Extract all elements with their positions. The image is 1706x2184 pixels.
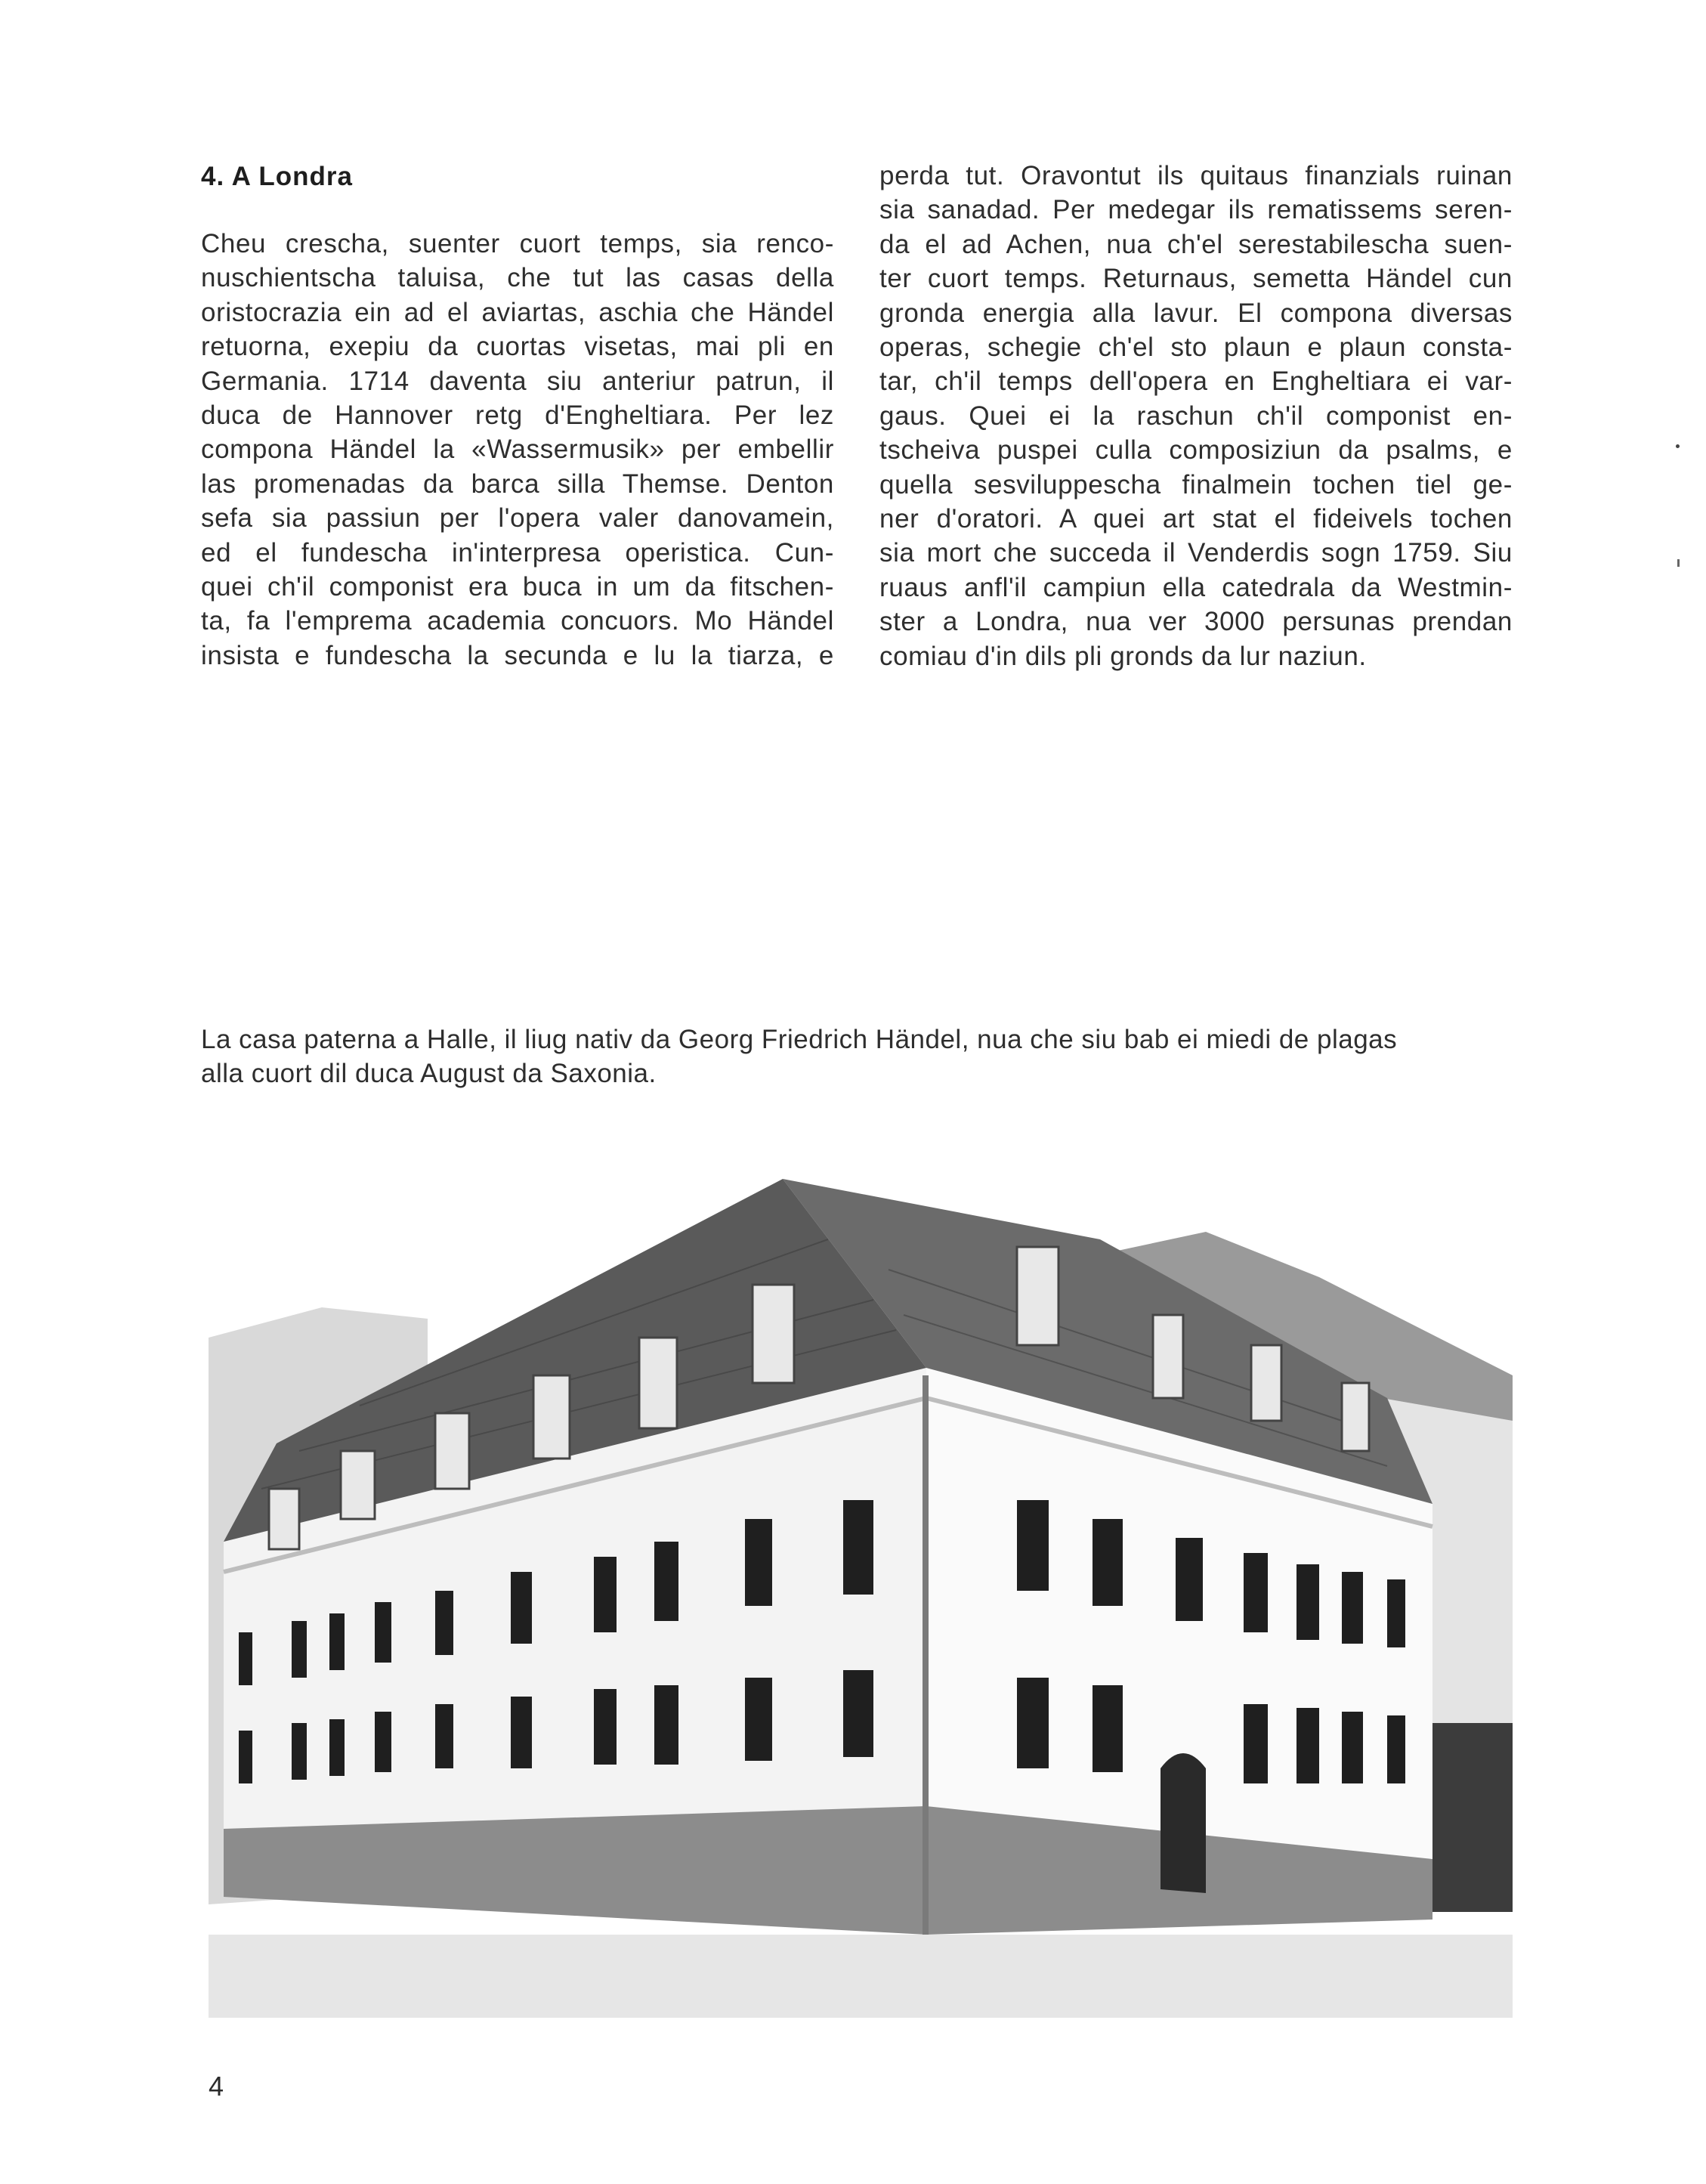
text-line: ruaus anfl'il campiun ella catedrala da Westmin- — [879, 572, 1513, 602]
section-heading: 4. A Londra — [201, 162, 353, 191]
text-line: quei ch'il componist era buca in um da fitschen- — [201, 572, 834, 602]
text-line: ta, fa l'emprema academia concuors. Mo Händel — [201, 606, 834, 636]
text-line: nuschientscha taluisa, che tut las casas della — [201, 263, 834, 293]
text-line: oristocrazia ein ad el aviartas, aschia che Händel — [201, 297, 834, 327]
text-line: tscheiva puspei culla composiziun da psalms, e — [879, 435, 1513, 466]
text-line: las promenadas da barca silla Themse. Denton — [201, 469, 834, 499]
text-line: sefa sia passiun per l'opera valer danovamein, — [201, 503, 834, 534]
text-line: ster a Londra, nua ver 3000 persunas prendan — [879, 607, 1513, 637]
text-line: ed el fundescha in'interpresa operistica. Cun- — [201, 537, 834, 568]
text-line: perda tut. Oravontut ils quitaus finanzials ruinan — [879, 161, 1513, 190]
text-line: compona Händel la «Wassermusik» per embellir — [201, 435, 834, 465]
right-text-column — [879, 159, 1513, 673]
text-line: quella sesviluppescha finalmein tochen tiel ge- — [879, 469, 1513, 500]
scan-speck — [1677, 559, 1680, 567]
text-line: comiau d'in dils pli gronds da lur naziun. — [879, 641, 1367, 671]
text-line: Germania. 1714 daventa siu anteriur patrun, il — [201, 366, 834, 396]
text-line: sia sanadad. Per medegar ils rematissems seren- — [879, 195, 1513, 225]
text-line: Cheu crescha, suenter cuort temps, sia renco- — [201, 229, 834, 258]
text-line: gronda energia alla lavur. El compona diversas — [879, 298, 1513, 328]
text-line: ter cuort temps. Returnaus, semetta Händel cun — [879, 264, 1513, 294]
left-text-column — [201, 227, 834, 673]
text-line: retuorna, exepiu da cuortas visetas, mai pli en — [201, 332, 834, 362]
text-line: operas, schegie ch'el sto plaun e plaun consta- — [879, 333, 1513, 363]
scan-speck — [1676, 444, 1680, 448]
text-line: gaus. Quei ei la raschun ch'il componist en- — [879, 401, 1513, 431]
text-line: da el ad Achen, nua ch'el serestabilescha suen- — [879, 229, 1513, 259]
photo-caption — [201, 1022, 1516, 1090]
text-line: sia mort che succeda il Venderdis sogn 1759. Siu — [879, 538, 1513, 568]
text-line: tar, ch'il temps dell'opera en Engheltiara ei var- — [879, 367, 1513, 397]
text-line: insista e fundescha la secunda e lu la tiarza, e — [201, 640, 834, 670]
text-line: ner d'oratori. A quei art stat el fideivels tochen — [879, 504, 1513, 534]
caption-line: alla cuort dil duca August da Saxonia. — [201, 1059, 657, 1088]
text-line: duca de Hannover retg d'Engheltiara. Per lez — [201, 401, 834, 431]
page-number: 4 — [209, 2071, 224, 2102]
house-photograph — [209, 1149, 1513, 2018]
caption-line: La casa paterna a Halle, il liug nativ da Georg Friedrich Händel, nua che siu bab ei miedi de plagas — [201, 1025, 1398, 1054]
